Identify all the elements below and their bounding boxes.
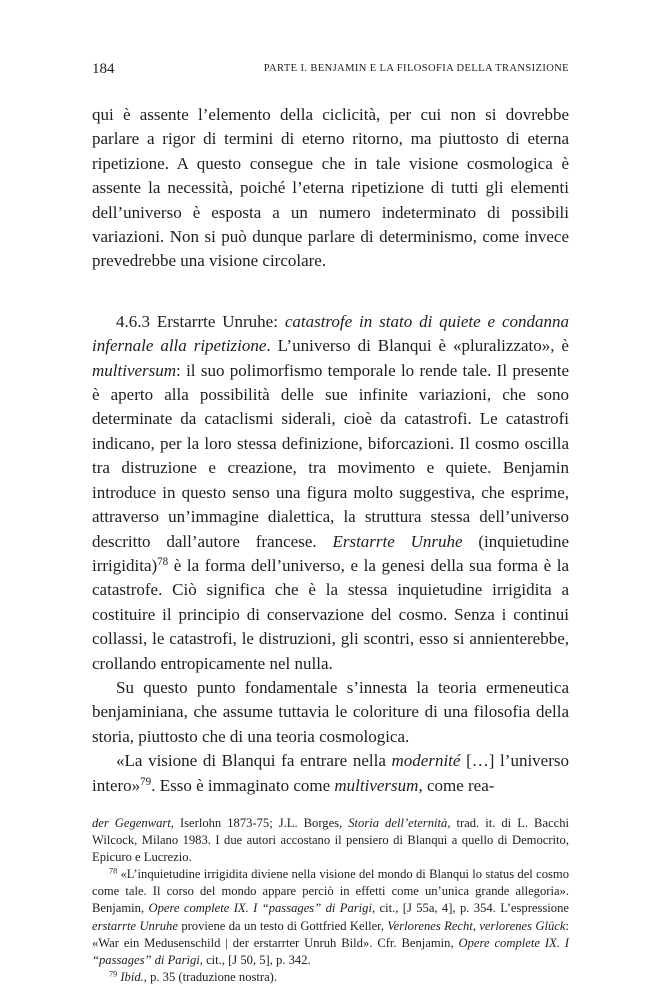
paragraph-continuation: qui è assente l’elemento della ciclicità, per cui non si dovrebbe parlare a rigor di termini di eterno ritorno, ma piuttosto di eterna ripetizione. A questo consegue che in tale visione cosmologica è assente la necessità, poiché l’eterna ripetizione di tutti gli elementi dell’universo è esposta a un numero indeterminato di possibili variazioni. Non si può dunque parlare di determinismo, come invece prevedrebbe una visione circolare. [92,105,569,271]
running-head [92,58,569,80]
footnote-number-79: 79 [109,969,118,979]
book-page [92,58,569,986]
page-number: 184 [92,61,115,77]
footnote-number-78: 78 [109,866,118,876]
footnotes [92,815,569,986]
footnote-ref-79: 79 [140,775,152,788]
paragraph-modernite: «La visione di Blanqui fa entrare nella modernité […] l’universo intero»$^{79}$. Esso è immaginato come multiversum, come rea- [92,751,569,795]
footnote-continuation: der Gegenwart, Iserlohn 1873-75; J.L. Borges, Storia dell’eternità, trad. it. di L. Bacchi Wilcock, Milano 1983. I due autori accostano il pensiero di Blanqui a quello di Democrito, Epicuro e Lucrezio. [92,815,570,865]
section-4-6-3-paragraph: 4.6.3 Erstarrte Unruhe: catastrofe in stato di quiete e condanna infernale alla ripetizione. L’universo di Blanqui è «pluralizzato», è multiversum: il suo polimorfismo temporale lo rende tale. Il presente è aperto alla possibilità delle sue infinite variazioni, che sono determinate da cataclismi siderali, cioè da catastrofi. Le catastrofi indicano, per la loro stessa definizione, biforcazioni. Il cosmo oscilla tra distruzione e creazione, tra movimento e quiete. Benjamin introduce in questo senso una figura molto suggestiva, che esprime, attraverso un’immagine dialettica, la struttura stessa dell’universo descritto dall’autore francese. Erstarrte Unruhe (inquietudine irrigidita)$^{78}$ è la forma dell’universo, e la genesi della sua forma è la catastrofe. Ciò significa che è la stessa inquietudine irrigidita a costituire il principio di conservazione del cosmo. Senza i continui collassi, le catastrofi, le distruzioni, gli scontri, esso si annienterebbe, crollando entropicamente nel nulla. [92,311,570,673]
section-title: catastrofe in stato di quiete e condanna infernale alla ripetizione [92,311,570,356]
main-text [92,103,569,798]
footnote-78: $^{78}$ «L’inquietudine irrigidita diviene nella visione del mondo di Blanqui lo status del cosmo come tale. Il corso del mondo appare perciò in effetti come un’unica grande allegoria». Benjamin, Opere complete IX. I “passages” di Parigi, cit., [J 55a, 4], p. 354. L’espressione erstarrte Unruhe proviene da un testo di Gottfried Keller, Verlorenes Recht, verlorenes Glück: «War ein Medusenschild | der erstarrter Unruh Bild». Cfr. Benjamin, Opere complete IX. I “passages” di Parigi, cit., [J 50, 5], p. 342. [92,866,569,967]
running-title: PARTE I. BENJAMIN E LA FILOSOFIA DELLA TRANSIZIONE [263,63,569,74]
section-number: 4.6.3 Erstarrte Unruhe: [116,311,285,331]
paragraph-hermeneutics: Su questo punto fondamentale s’innesta la teoria ermeneutica benjaminiana, che assume tuttavia le coloriture di una filosofia della storia, piuttosto che di una teoria cosmologica. [92,677,569,746]
footnote-79: $^{79}$ Ibid., p. 35 (traduzione nostra). [109,969,278,984]
footnote-ref-78: 78 [157,555,169,568]
